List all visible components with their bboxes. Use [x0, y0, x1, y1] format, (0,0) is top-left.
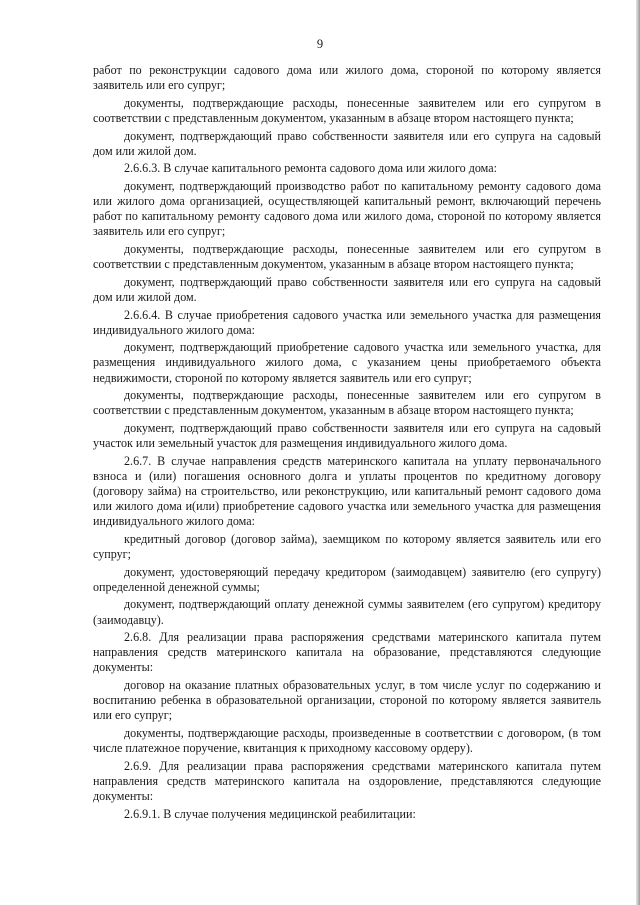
paragraph: документ, подтверждающий право собственности заявителя или его супруга на садовый участок или земельный участок для размещения индивидуального жилого дома. [93, 421, 601, 451]
paragraph: документ, подтверждающий право собственности заявителя или его супруга на садовый дом или жилой дом. [93, 128, 601, 158]
paragraph: 2.6.9. Для реализации права распоряжения средствами материнского капитала путем направления средств материнского капитала на оздоровление, представляются следующие документы: [93, 758, 601, 803]
paragraph: документы, подтверждающие расходы, понесенные заявителем или его супругом в соответствии с представленным документом, указанным в абзаце втором настоящего пункта; [93, 95, 601, 125]
paragraph: документ, подтверждающий оплату денежной суммы заявителем (его супругом) кредитору (заимодавцу). [93, 597, 601, 627]
paragraph: документ, подтверждающий право собственности заявителя или его супруга на садовый дом или жилой дом. [93, 274, 601, 304]
paragraph: 2.6.6.4. В случае приобретения садового участка или земельного участка для размещения индивидуального жилого дома: [93, 307, 601, 337]
paragraph: 2.6.7. В случае направления средств материнского капитала на уплату первоначального взноса и (или) погашения основного долга и уплаты процентов по кредитному договору (договору займа) на строительство, или реконструкцию, или капитальный ремонт садового дома или жилого дома и(или) приобретение садового участка или земельного участка для размещения индивидуального жилого дома: [93, 453, 601, 529]
document-body [93, 63, 601, 824]
paragraph: документы, подтверждающие расходы, понесенные заявителем или его супругом в соответствии с представленным документом, указанным в абзаце втором настоящего пункта; [93, 242, 601, 272]
paragraph: документы, подтверждающие расходы, произведенные в соответствии с договором, (в том числе платежное поручение, квитанция к приходному кассовому ордеру). [93, 725, 601, 756]
paragraph: договор на оказание платных образовательных услуг, в том числе услуг по содержанию и воспитанию ребенка в образовательной организации, стороной по которому является заявитель или его супруг; [93, 678, 601, 723]
paragraph: документ, удостоверяющий передачу кредитором (заимодавцем) заявителю (его супругу) определенной денежной суммы; [93, 564, 601, 594]
paragraph: кредитный договор (договор займа), заемщиком по которому является заявитель или его супруг; [93, 531, 601, 561]
paragraph: документы, подтверждающие расходы, понесенные заявителем или его супругом в соответствии с представленным документом, указанным в абзаце втором настоящего пункта; [93, 388, 601, 418]
paragraph: 2.6.9.1. В случае получения медицинской реабилитации: [124, 806, 416, 821]
paragraph: работ по реконструкции садового дома или жилого дома, стороной по которому является заявитель или его супруг; [93, 63, 601, 93]
page-number: 9 [316, 37, 324, 51]
paragraph: документ, подтверждающий приобретение садового участка или земельного участка, для размещения индивидуального жилого дома, с указанием цены приобретаемого объекта недвижимости, стороной по которому является заявитель или его супруг; [93, 340, 601, 385]
paragraph: 2.6.8. Для реализации права распоряжения средствами материнского капитала путем направления средств материнского капитала на образование, представляются следующие документы: [93, 630, 601, 675]
paragraph: 2.6.6.3. В случае капитального ремонта садового дома или жилого дома: [124, 161, 497, 176]
paragraph: документ, подтверждающий производство работ по капитальному ремонту садового дома или жилого дома организацией, осуществляющей капитальный ремонт, включающий перечень работ по капитальному ремонту садового дома или жилого дома, стороной по которому является заявитель или его супруг; [93, 179, 601, 239]
scan-edge [636, 0, 640, 905]
